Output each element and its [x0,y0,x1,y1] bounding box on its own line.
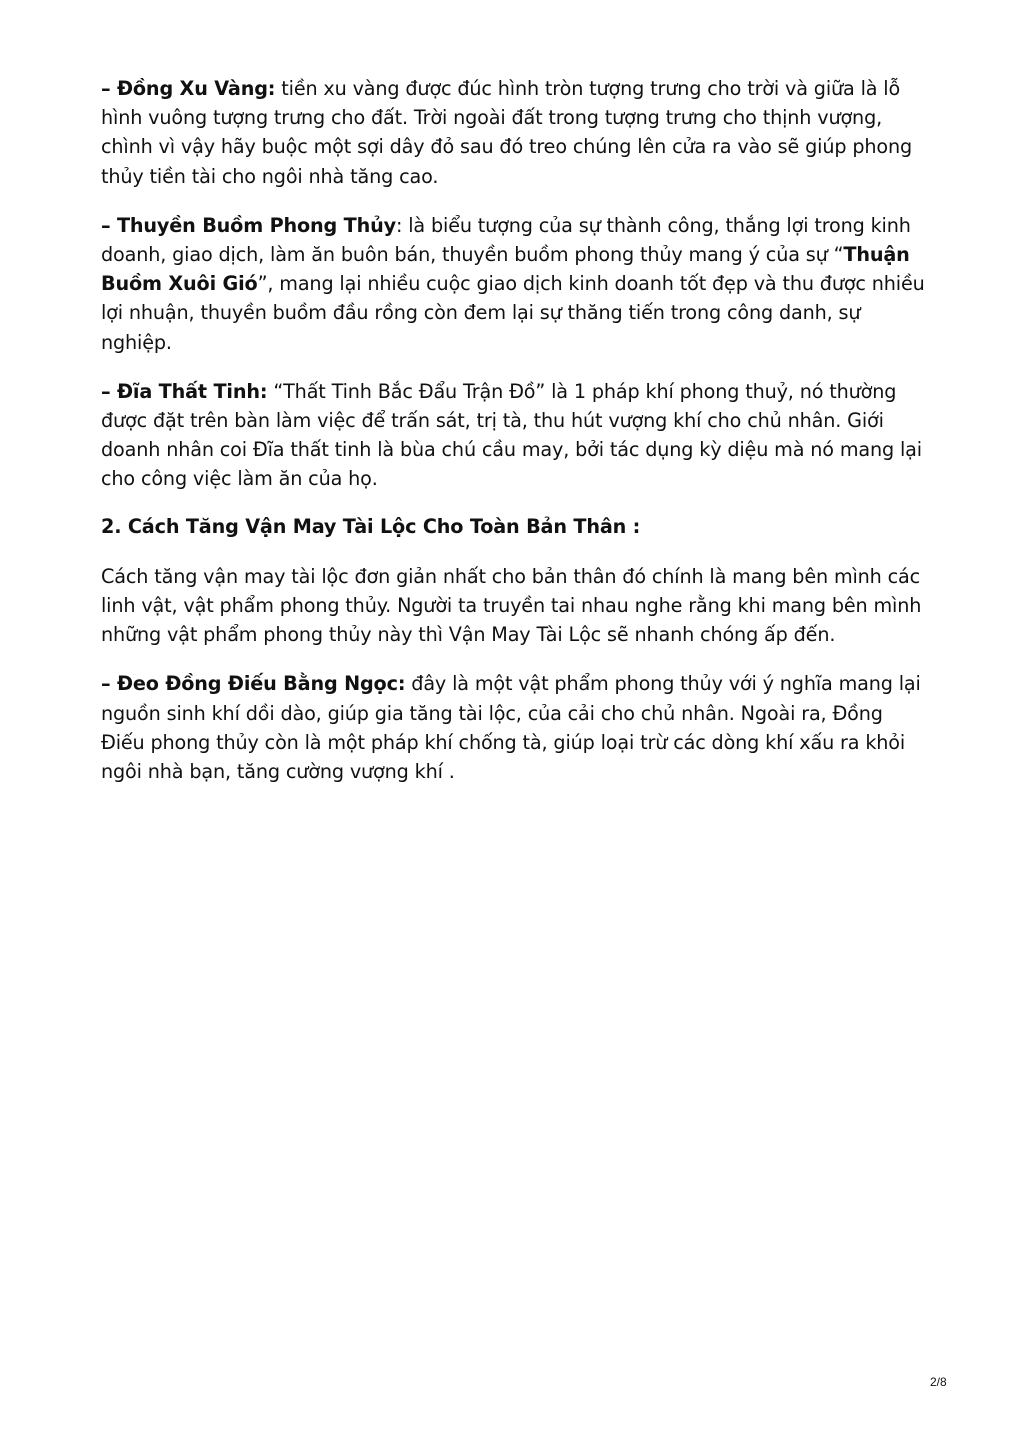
paragraph-deo-dong-dieu [101,669,925,786]
term-dong-xu-vang: – Đồng Xu Vàng: [101,77,276,100]
description-thuyen-buom-part-2: ”, mang lại nhiều cuộc giao dịch kinh doanh tốt đẹp và thu được nhiều lợi nhuận, thuyền buồm đầu rồng còn đem lại sự thăng tiến trong công danh, sự nghiệp. [101,272,925,354]
paragraph-intro: Cách tăng vận may tài lộc đơn giản nhất cho bản thân đó chính là mang bên mình các linh vật, vật phẩm phong thủy. Người ta truyền tai nhau nghe rằng khi mang bên mình những vật phẩm phong thủy này thì Vận May Tài Lộc sẽ nhanh chóng ấp đến. [101,564,922,647]
paragraph-dong-xu-vang [101,74,925,191]
term-dia-that-tinh: – Đĩa Thất Tinh: [101,379,268,403]
paragraph-dia-that-tinh [101,377,925,494]
term-thuyen-buom: – Thuyền Buồm Phong Thủy [101,213,396,237]
document-body [101,74,925,806]
description-deo-dong-dieu: đây là một vật phẩm phong thủy với ý nghĩa mang lại nguồn sinh khí dồi dào, giúp gia tăng tài lộc, của cải cho chủ nhân. Ngoài ra, Đồng Điếu phong thủy còn là một pháp khí chống tà, giúp loại trừ các dòng khí xấu ra khỏi ngôi nhà bạn, tăng cường vượng khí . [101,672,921,784]
description-dia-that-tinh: “Thất Tinh Bắc Đẩu Trận Đồ” là 1 pháp khí phong thuỷ, nó thường được đặt trên bàn làm việc để trấn sát, trị tà, thu hút vượng khí cho chủ nhân. Giới doanh nhân coi Đĩa thất tinh là bùa chú cầu may, bởi tác dụng kỳ diệu mà nó mang lại cho công việc làm ăn của họ. [101,379,922,491]
emphasis-thuan-buom-xuoi-gio: Thuận Buồm Xuôi Gió [101,243,910,296]
description-dong-xu-vang: tiền xu vàng được đúc hình tròn tượng trưng cho trời và giữa là lỗ hình vuông tượng trưng cho đất. Trời ngoài đất trong tượng trưng cho thịnh vượng, chình vì vậy hãy buộc một sợi dây đỏ sau đó treo chúng lên cửa ra vào sẽ giúp phong thủy tiền tài cho ngôi nhà tăng cao. [101,77,913,188]
description-thuyen-buom-part-1: : là biểu tượng của sự thành công, thắng lợi trong kinh doanh, giao dịch, làm ăn buôn bán, thuyền buồm phong thủy mang ý của sự “ [101,213,911,267]
page-number: 2/8 [930,1375,947,1389]
term-deo-dong-dieu: – Đeo Đồng Điếu Bằng Ngọc: [101,672,406,696]
paragraph-thuyen-buom [101,211,925,357]
section-heading: 2. Cách Tăng Vận May Tài Lộc Cho Toàn Bản Thân : [101,514,641,538]
